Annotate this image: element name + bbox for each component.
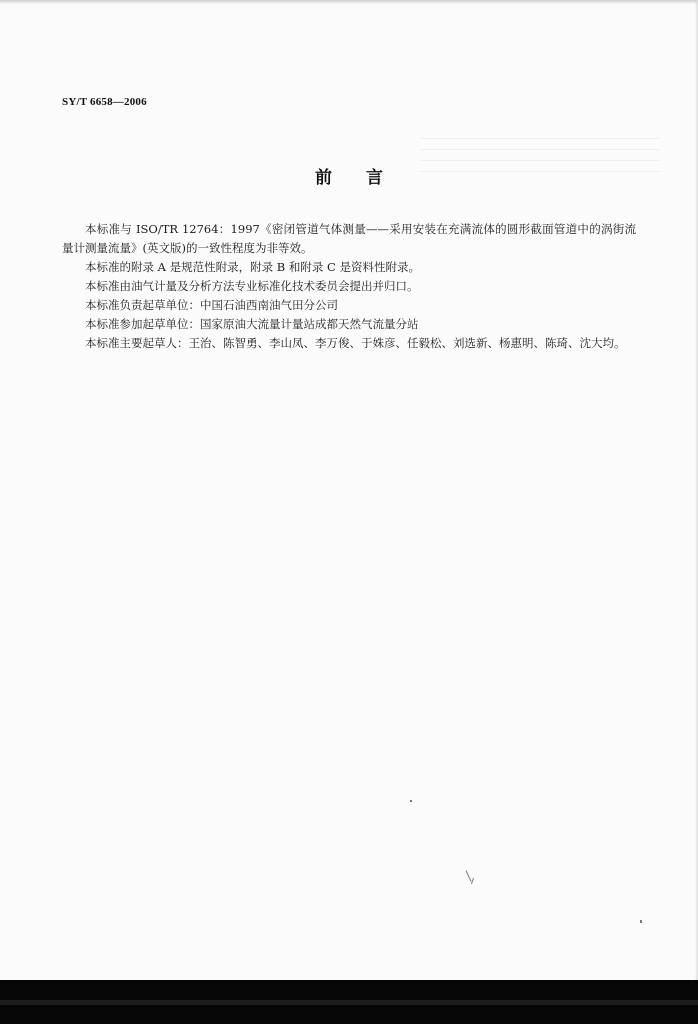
foreword-body: [62, 220, 636, 353]
standard-code: SY/T 6658—2006: [62, 96, 147, 108]
paragraph-appendices: 本标准的附录 A 是规范性附录，附录 B 和附录 C 是资料性附录。: [85, 260, 420, 274]
paragraph-lead-drafter: 本标准负责起草单位：中国石油西南油气田分公司: [85, 298, 338, 312]
scan-edge: [0, 0, 698, 4]
paragraph-participating-drafter: 本标准参加起草单位：国家原油大流量计量站成都天然气流量分站: [85, 317, 419, 331]
scanner-bottom-border: [0, 980, 698, 1024]
scan-speck: [640, 920, 642, 923]
scan-speck: [471, 878, 474, 884]
scan-speck: [466, 870, 472, 881]
page-title: 前言: [315, 168, 417, 188]
paragraph-main-drafters: 本标准主要起草人：王治、陈智勇、李山凤、李万俊、于姝彦、任毅松、刘选新、杨惠明、陈琦、沈大均。: [85, 336, 626, 350]
paragraph-proposer: 本标准由油气计量及分析方法专业标准化技术委员会提出并归口。: [85, 279, 419, 293]
scan-speck: [410, 800, 412, 802]
paragraph-iso-relation: 本标准与 ISO/TR 12764：1997《密闭管道气体测量——采用安装在充满流体的圆形截面管道中的涡街流量计测量流量》(英文版)的一致性程度为非等效。: [62, 222, 636, 255]
